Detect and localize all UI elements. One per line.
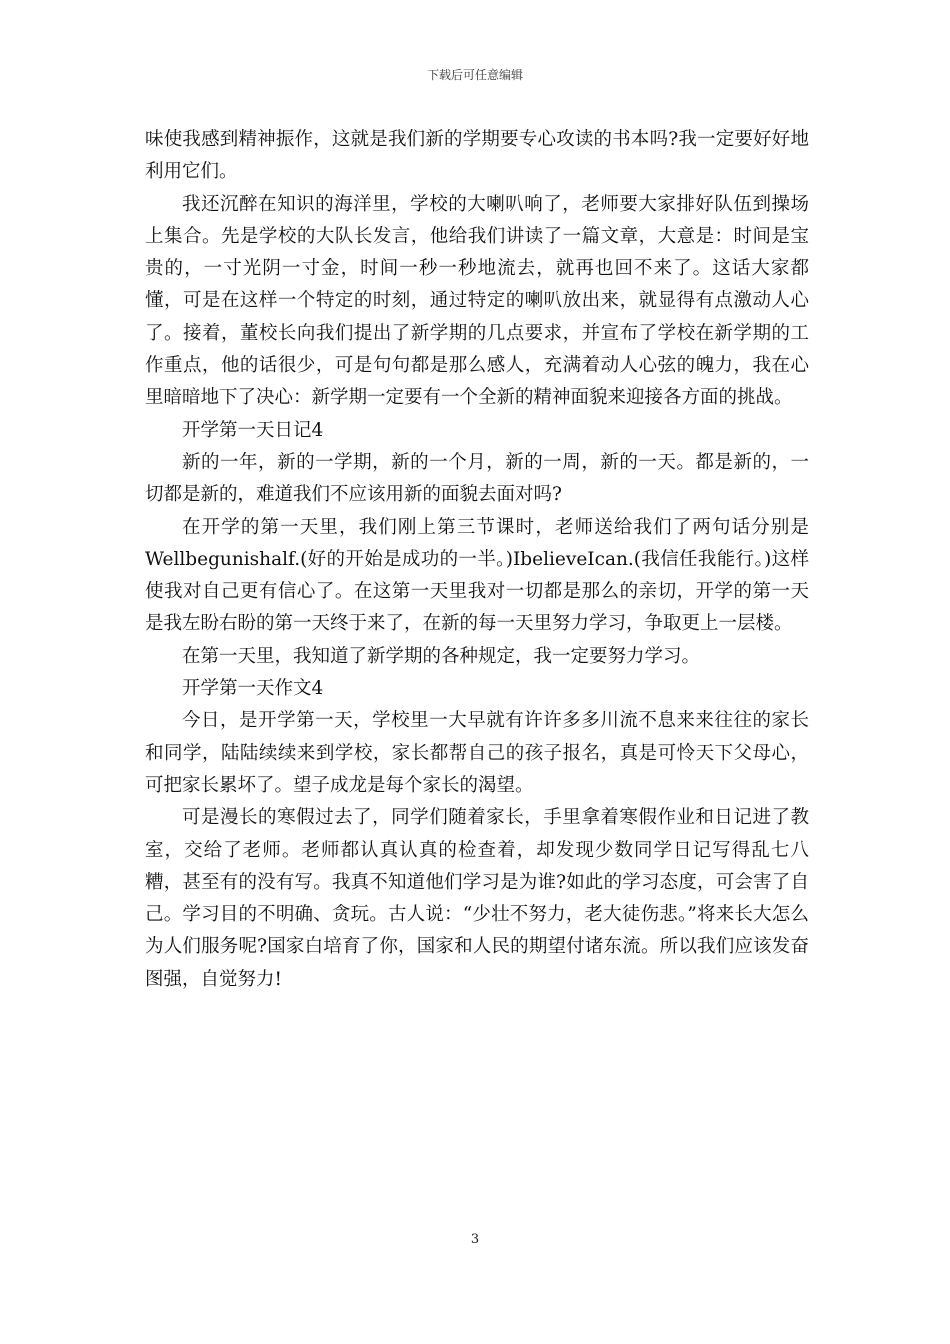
body-text bbox=[145, 124, 809, 996]
paragraph: 在第一天里，我知道了新学期的各种规定，我一定要努力学习。 bbox=[182, 645, 701, 667]
section-heading: 开学第一天作文4 bbox=[182, 678, 324, 700]
page-header-note: 下载后可任意编辑 bbox=[426, 68, 523, 82]
section-heading: 开学第一天日记4 bbox=[182, 419, 324, 441]
paragraph: 今日，是开学第一天，学校里一大早就有许许多多川流不息来来往往的家长和同学，陆陆续续来到学校，家长都帮自己的孩子报名，真是可怜天下父母心，可把家长累坏了。望子成龙是每个家长的渴望。 bbox=[145, 710, 809, 796]
paragraph: 味使我感到精神振作，这就是我们新的学期要专心攻读的书本吗?我一定要好好地利用它们。 bbox=[145, 129, 809, 183]
paragraph: 在开学的第一天里，我们刚上第三节课时，老师送给我们了两句话分别是Wellbegunishalf.(好的开始是成功的一半。)IbelieveIcan.(我信任我能行。)这样使我对自己更有信心了。在这第一天里我对一切都是那么的亲切，开学的第一天是我左盼右盼的第一天终于来了，在新的每一天里努力学习，争取更上一层楼。 bbox=[145, 516, 809, 635]
paragraph: 可是漫长的寒假过去了，同学们随着家长，手里拿着寒假作业和日记进了教室，交给了老师。老师都认真认真的检查着，却发现少数同学日记写得乱七八糟，甚至有的没有写。我真不知道他们学习是为谁?如此的学习态度，可会害了自己。学习目的不明确、贪玩。古人说：“少壮不努力，老大徒伤悲。”将来长大怎么为人们服务呢?国家白培育了你，国家和人民的期望付诸东流。所以我们应该发奋图强，自觉努力! bbox=[145, 807, 809, 990]
paragraph: 我还沉醉在知识的海洋里，学校的大喇叭响了，老师要大家排好队伍到操场上集合。先是学校的大队长发言，他给我们讲读了一篇文章，大意是：时间是宝贵的，一寸光阴一寸金，时间一秒一秒地流去，就再也回不来了。这话大家都懂，可是在这样一个特定的时刻，通过特定的喇叭放出来，就显得有点激动人心了。接着，董校长向我们提出了新学期的几点要求，并宣布了学校在新学期的工作重点，他的话很少，可是句句都是那么感人，充满着动人心弦的魄力，我在心里暗暗地下了决心：新学期一定要有一个全新的精神面貌来迎接各方面的挑战。 bbox=[145, 193, 809, 409]
page-number: 3 bbox=[470, 1232, 480, 1247]
paragraph: 新的一年，新的一学期，新的一个月，新的一周，新的一天。都是新的，一切都是新的，难道我们不应该用新的面貌去面对吗? bbox=[145, 451, 809, 506]
